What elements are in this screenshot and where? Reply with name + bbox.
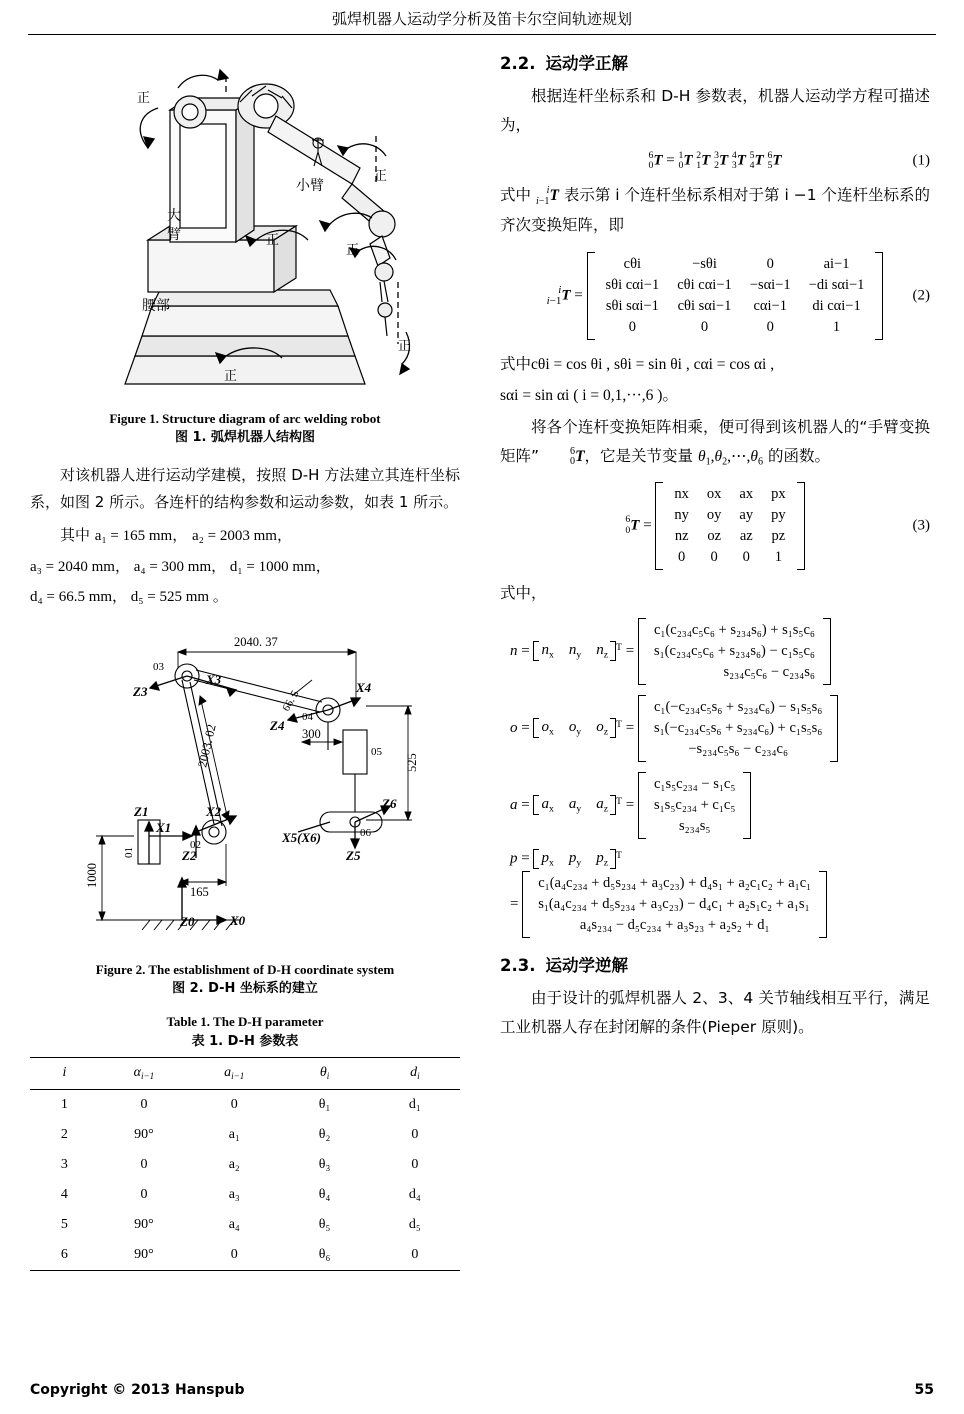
fig1-label-positive: 正	[266, 233, 280, 248]
m2-cell: 0	[766, 319, 774, 336]
section-2-2-paragraph-2-text: 表示第 i 个连杆坐标系相对于第 i −1 个连杆坐标系的齐次变换矩阵，即	[500, 186, 930, 234]
a-row-vector: $a_x$ $a_y$ $a_z$	[533, 795, 616, 815]
equation-2-tag: (2)	[912, 287, 930, 304]
m2-cell: cθi sαi−1	[677, 298, 732, 315]
trig-defs-1: cθi = cos θi , sθi = sin θi , cαi = cos αi ,	[531, 356, 775, 374]
matrix-eq2	[587, 252, 884, 340]
table-1-caption	[30, 1012, 460, 1051]
cell-theta: θ₁	[318, 1096, 331, 1112]
fig2-axis-Z4: Z4	[270, 717, 285, 733]
m2-cell: −di sαi−1	[808, 277, 865, 294]
cell-d: 0	[411, 1246, 419, 1262]
th-theta: $\theta_i$	[319, 1065, 330, 1082]
figure-2-caption-en: Figure 2. The establishment of D-H coordinate system	[95, 961, 395, 977]
matrix-eq3	[655, 482, 804, 570]
table-row	[30, 1210, 460, 1240]
equation-p-head: $p = p_x$ $p_y$ $p_z^T$	[510, 849, 623, 868]
equation-o: $o = o_x$ $o_y$ $o_z^T$ = c₁(−c₂₃₄c₅s₆ + s₂₃₄c₆) − s₁s₅s₆ s₁(−c₂₃₄c₅s₆ + s₂₃₄c₆) + c₁s₅s₆ −s₂₃₄c₅s₆ − c₂₃₄c₆	[510, 695, 930, 762]
fig1-label-positive: 正	[346, 243, 360, 258]
section-2-2-paragraph-3b: sαi = sin αi ( i = 0,1,···,6 )。	[500, 386, 678, 404]
th-a: $a_{i-1}$	[224, 1065, 245, 1082]
cell-theta: θ₄	[318, 1186, 331, 1202]
matrix-p	[522, 871, 827, 938]
equation-3-tag: (3)	[912, 517, 930, 534]
section-2-2-paragraph-5: 式中，	[500, 583, 547, 602]
params-prefix: 其中	[60, 526, 91, 545]
cell-alpha: 0	[140, 1186, 148, 1202]
eq-ref-prefix: 式中	[500, 186, 532, 205]
inline-T06: 6 0 T	[570, 445, 585, 468]
p-cell: a₄s₂₃₄ − d₅c₂₃₄ + a₃s₂₃ + a₂s₂ + d₁	[579, 916, 770, 933]
m2-cell: cθi	[623, 256, 642, 273]
m3-cell: oz	[707, 527, 721, 544]
running-head: 弧焊机器人运动学分析及笛卡尔空间轨迹规划	[331, 10, 632, 28]
m2-cell: cθi cαi−1	[677, 277, 732, 294]
m2-cell: sθi sαi−1	[605, 298, 659, 315]
section-2-2-paragraph-3	[500, 350, 930, 380]
fig2-joint-02: 02	[190, 838, 201, 851]
equation-1	[500, 151, 930, 171]
m3-cell: ny	[674, 506, 689, 523]
section-2-2-number: 2.2.	[500, 54, 536, 73]
cell-theta: θ₂	[318, 1126, 331, 1142]
p-row-vector: $p_x$ $p_y$ $p_z$	[533, 849, 616, 869]
table-row	[30, 1089, 460, 1120]
section-2-2-paragraph-2	[500, 181, 930, 240]
m2-cell: −sαi−1	[749, 277, 791, 294]
cell-theta: θ₃	[318, 1156, 331, 1172]
o-cell: −s₂₃₄c₅s₆ − c₂₃₄c₆	[688, 740, 789, 757]
left-column	[30, 44, 460, 1271]
fig1-label-positive: 正	[224, 369, 238, 384]
cell-d: 0	[411, 1126, 419, 1142]
fig2-joint-01: 01	[123, 846, 135, 858]
right-column	[500, 44, 930, 1045]
fig2-axis-X3: X3	[206, 671, 222, 687]
m2-cell: 0	[766, 256, 774, 273]
left-paragraph-3: a₃ = 2040 mm， a₄ = 300 mm， d₁ = 1000 mm，	[30, 558, 331, 575]
cell-a: a₃	[228, 1186, 240, 1202]
param-d5: d₅ = 525 mm	[130, 589, 210, 606]
p-cell: c₁(a₄c₂₃₄ + d₅s₂₃₄ + a₃c₂₃) + d₄s₁ + a₂c₁c₂ + a₁c₁	[538, 874, 812, 891]
left-paragraph-2: 其中 a₁ = 165 mm， a₂ = 2003 mm，	[60, 526, 292, 545]
section-2-3-number: 2.3.	[500, 955, 536, 975]
fig2-dim-top: 2040. 37	[234, 634, 278, 649]
equation-p: = c₁(a₄c₂₃₄ + d₅s₂₃₄ + a₃c₂₃) + d₄s₁ + a₂c₁c₂ + a₁c₁ s₁(a₄c₂₃₄ + d₅s₂₃₄ + a₃c₂₃) − d₄c₁ + a₂s₁c₂ + a₁s₁ a₄s₂₃₄ − d₅c₂₃₄ + a₃s₂₃ + a₂s₂ + d₁	[510, 871, 930, 938]
m2-cell: 0	[628, 319, 636, 336]
a-cell: c₁s₅c₂₃₄ − s₁c₅	[653, 775, 736, 792]
section-2-3-heading	[500, 952, 930, 976]
cell-i: 3	[60, 1156, 68, 1172]
fig2-joint-06: 06	[360, 826, 371, 839]
cell-a: 0	[230, 1096, 238, 1112]
cell-d: d₅	[408, 1216, 421, 1232]
left-paragraph-1: 对该机器人进行运动学建模，按照 D-H 方法建立其连杆坐标系，如图 2 所示。各连杆的结构参数和运动参数，如表 1 所示。	[30, 465, 460, 512]
matrix-n	[638, 618, 831, 685]
fig1-label-waist: 腰部	[142, 298, 170, 314]
m3-cell: az	[739, 527, 753, 544]
section-2-2-paragraph-4: 将各个连杆变换矩阵相乘，便可得到该机器人的“手臂变换矩阵” 6 0 T，它是关节变量 $\theta_1,\theta_2,\cdots,\theta_6$ 的函数。	[500, 417, 930, 468]
n-cell: s₁(c₂₃₄c₅c₆ + s₂₃₄s₆) − c₁s₅c₆	[653, 642, 815, 659]
cell-d: d₁	[408, 1096, 421, 1112]
figure-2-caption	[30, 961, 460, 999]
fig2-axis-X2: X2	[206, 803, 222, 819]
m3-cell: ay	[739, 506, 754, 523]
section-2-3-title: 运动学逆解	[545, 955, 628, 975]
m3-cell: oy	[706, 506, 722, 523]
figure-1-caption	[30, 410, 460, 448]
param-a1: a₁ = 165 mm	[94, 528, 173, 545]
m2-cell: ai−1	[823, 256, 850, 273]
left-paragraph-4: d₄ = 66.5 mm， d₅ = 525 mm 。	[30, 589, 228, 606]
figure-1	[30, 44, 460, 404]
equation-2-body: i i−1 T = cθi −sθi 0 ai−1 sθi cαi−1 cθi cαi−1 −sαi−1 −di sαi−1 sθi sαi−1 cθi sαi−1 cαi−1 di cαi−1 0 0 0 1	[547, 252, 884, 340]
a-cell: s₂₃₄s₅	[678, 817, 711, 834]
cell-i: 2	[60, 1126, 68, 1142]
cell-a: 0	[230, 1246, 238, 1262]
fig2-joint-04: 04	[302, 710, 313, 723]
cell-alpha: 90°	[134, 1246, 154, 1262]
o-row-vector: $o_x$ $o_y$ $o_z$	[533, 718, 616, 738]
fig2-dim-d5: 525	[405, 752, 419, 772]
m3-cell: 0	[710, 548, 718, 565]
th-d: $d_i$	[410, 1065, 420, 1082]
param-a3: a₃ = 2040 mm	[30, 558, 115, 575]
table-row	[30, 1240, 460, 1271]
fig2-axis-X1: X1	[156, 819, 172, 835]
figure-1-caption-cn: 图 1. 弧焊机器人结构图	[174, 429, 316, 445]
fig2-dim-a4: 300	[302, 726, 321, 741]
fig2-axis-Z5: Z5	[346, 847, 361, 863]
m3-cell: 0	[678, 548, 686, 565]
m2-cell: −sθi	[692, 256, 717, 273]
m3-cell: ox	[706, 485, 722, 502]
section-2-2-paragraph-1: 根据连杆坐标系和 D-H 参数表，机器人运动学方程可描述为，	[500, 87, 930, 135]
fig2-joint-05: 05	[371, 745, 382, 758]
table-row	[30, 1150, 460, 1180]
equation-n: $n = n_x$ $n_y$ $n_z^T$ = c₁(c₂₃₄c₅c₆ + s₂₃₄s₆) + s₁s₅c₆ s₁(c₂₃₄c₅c₆ + s₂₃₄s₆) − c₁s₅c₆ s₂₃₄c₅c₆ − c₂₃₄s₆	[510, 618, 930, 685]
table-1-caption-cn: 表 1. D-H 参数表	[191, 1033, 299, 1049]
matrix-o	[638, 695, 838, 762]
equation-3	[500, 482, 930, 570]
fig2-dim-a1: 165	[190, 884, 209, 899]
table-row	[30, 1120, 460, 1150]
fig2-axis-Z3: Z3	[133, 683, 148, 699]
fig2-dim-d1: 1000	[85, 862, 99, 888]
inline-T-symbol: i i−1 T	[535, 185, 559, 207]
section-2-3-paragraph-1: 由于设计的弧焊机器人 2、3、4 关节轴线相互平行，满足工业机器人存在封闭解的条件(Pieper 原则)。	[500, 988, 930, 1037]
cell-i: 5	[60, 1216, 68, 1232]
figure-2	[30, 620, 460, 955]
n-cell: c₁(c₂₃₄c₅c₆ + s₂₃₄s₆) + s₁s₅c₆	[653, 621, 815, 638]
table-row	[30, 1180, 460, 1210]
m2-cell: sθi cαi−1	[605, 277, 660, 294]
fig2-axis-X5X6: X5(X6)	[282, 829, 321, 845]
o-cell: s₁(−c₂₃₄c₅s₆ + s₂₃₄c₆) + c₁s₅s₆	[653, 719, 823, 736]
fig2-axis-Z1: Z1	[134, 803, 149, 819]
m3-cell: pz	[771, 527, 786, 544]
dh-parameter-table	[30, 1057, 460, 1270]
m3-cell: 0	[742, 548, 750, 565]
param-a2: a₂ = 2003 mm	[192, 528, 277, 545]
fig1-label-positive: 正	[398, 339, 412, 354]
cell-a: a₄	[228, 1216, 240, 1232]
th-alpha: $\alpha_{i-1}$	[133, 1065, 155, 1082]
m3-cell: ax	[739, 485, 754, 502]
cell-alpha: 90°	[134, 1126, 154, 1142]
n-row-vector: $n_x$ $n_y$ $n_z$	[533, 641, 616, 661]
fig1-label-small-arm: 小臂	[296, 178, 324, 194]
fig2-axis-X4: X4	[356, 679, 372, 695]
m3-cell: py	[771, 506, 786, 523]
fig2-dim-d4: 66. 5	[280, 688, 302, 714]
fig2-joint-03: 03	[153, 660, 164, 673]
figure-2-caption-cn: 图 2. D-H 坐标系的建立	[172, 980, 318, 996]
fig1-label-positive: 正	[374, 169, 388, 184]
m2-cell: 1	[832, 319, 841, 336]
param-d4: d₄ = 66.5 mm	[30, 589, 113, 606]
figure-1-caption-en: Figure 1. Structure diagram of arc welding robot	[109, 411, 381, 426]
cell-d: 0	[411, 1156, 419, 1172]
p-cell: s₁(a₄c₂₃₄ + d₅s₂₃₄ + a₃c₂₃) − d₄c₁ + a₂s₁c₂ + a₁s₁	[538, 895, 810, 912]
m3-cell: nx	[674, 485, 689, 502]
fig2-axis-Z2: Z2	[182, 847, 197, 863]
th-i: i	[62, 1065, 67, 1081]
where-prefix: 式中	[500, 355, 532, 374]
page-number: 55	[914, 1382, 934, 1398]
cell-a: a₁	[228, 1126, 240, 1142]
fig2-axis-Z6: Z6	[382, 795, 397, 811]
matrix-a	[638, 772, 751, 839]
copyright-notice: Copyright © 2013 Hanspub	[30, 1382, 245, 1398]
equation-a: $a = a_x$ $a_y$ $a_z^T$ = c₁s₅c₂₃₄ − s₁c₅ s₁s₅c₂₃₄ + c₁c₅ s₂₃₄s₅	[510, 772, 930, 839]
table-header-row	[30, 1058, 460, 1089]
param-a4: a₄ = 300 mm	[133, 558, 212, 575]
section-2-2-heading	[500, 50, 930, 74]
equation-2	[500, 252, 930, 340]
cell-alpha: 0	[140, 1156, 148, 1172]
equation-1-tag: (1)	[912, 152, 930, 169]
fig2-axis-Z0: Z0	[180, 913, 195, 929]
m2-cell: cαi−1	[753, 298, 787, 315]
equation-3-body: 6 0 T = nx ox ax px ny oy ay py nz oz az pz 0 0 0 1	[625, 482, 804, 570]
a-cell: s₁s₅c₂₃₄ + c₁c₅	[653, 796, 736, 813]
fig2-axis-X0: X0	[230, 912, 246, 928]
cell-alpha: 0	[140, 1096, 148, 1112]
o-cell: c₁(−c₂₃₄c₅s₆ + s₂₃₄c₆) − s₁s₅s₆	[653, 698, 823, 715]
header-rule	[28, 34, 936, 35]
cell-a: a₂	[228, 1156, 240, 1172]
cell-i: 6	[60, 1246, 68, 1262]
m2-cell: 0	[700, 319, 709, 336]
cell-i: 1	[60, 1096, 68, 1112]
m3-cell: px	[771, 485, 786, 502]
m3-cell: 1	[774, 548, 782, 565]
page-footer	[30, 1382, 934, 1398]
section-2-2-title: 运动学正解	[545, 54, 628, 73]
m3-cell: nz	[674, 527, 689, 544]
equation-1-body: 6 0 T = 1 0 T 2 1 T 3 2 T 4 3 T 5 4 T 6 5 T	[648, 149, 782, 172]
cell-theta: θ₆	[318, 1246, 331, 1262]
n-cell: s₂₃₄c₅c₆ − c₂₃₄s₆	[723, 663, 815, 680]
m2-cell: di cαi−1	[812, 298, 861, 315]
cell-d: d₄	[408, 1186, 421, 1202]
param-d1: d₁ = 1000 mm	[229, 558, 316, 575]
fig1-label-big-arm: 臂	[167, 227, 181, 243]
fig1-label-positive: 正	[137, 91, 151, 106]
fig2-dim-diag: 2003. 02	[195, 722, 219, 769]
cell-i: 4	[60, 1186, 68, 1202]
cell-alpha: 90°	[134, 1216, 154, 1232]
fig1-label-big-arm: 大	[167, 208, 181, 224]
table-1-caption-en: Table 1. The D-H parameter	[166, 1014, 324, 1030]
cell-theta: θ₅	[318, 1216, 331, 1232]
